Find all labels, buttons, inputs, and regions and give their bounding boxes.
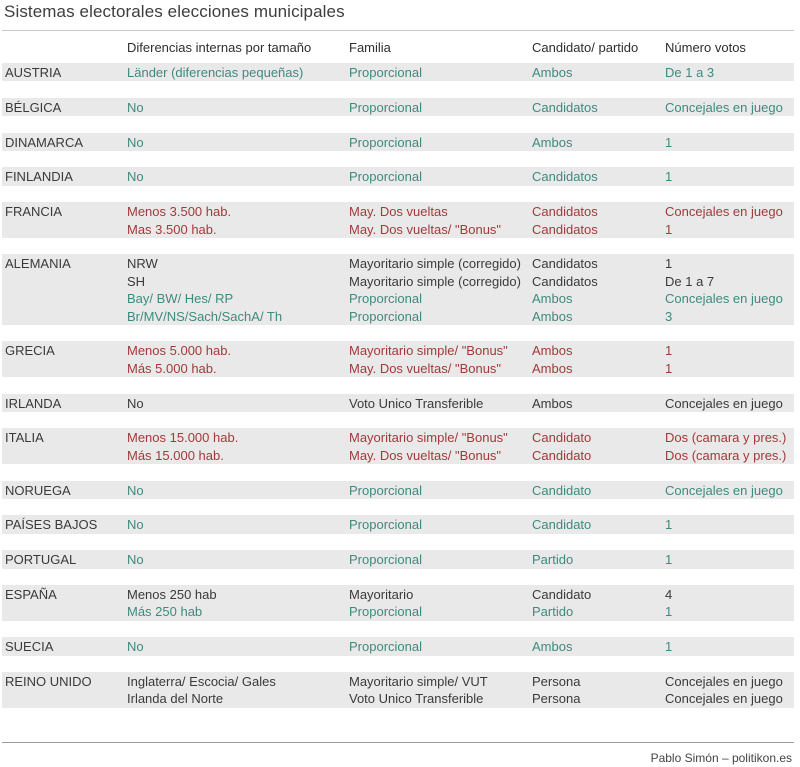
cell-size: No <box>127 395 144 411</box>
cell-votes: 3 <box>665 308 673 324</box>
cell-candidate: Candidatos <box>532 273 598 289</box>
cell-candidate: Candidatos <box>532 256 598 272</box>
country-label: GRECIA <box>5 343 55 359</box>
cell-family: May. Dos vueltas/ "Bonus" <box>349 221 502 237</box>
cell-size: Mas 3.500 hab. <box>127 221 217 237</box>
country-label: FRANCIA <box>5 204 63 220</box>
country-label: DINAMARCA <box>5 134 84 150</box>
country-label: ITALIA <box>5 430 44 446</box>
cell-candidate: Partido <box>532 552 574 568</box>
cell-family: Proporcional <box>349 65 422 80</box>
cell-candidate: Ambos <box>532 343 573 359</box>
cell-candidate: Ambos <box>532 360 573 376</box>
cell-family: Mayoritario simple/ VUT <box>349 674 488 689</box>
cell-votes: Concejales en juego <box>665 291 783 307</box>
cell-family: Mayoritario <box>349 587 414 602</box>
cell-size: No <box>127 482 144 498</box>
cell-votes: Dos (camara y pres.) <box>665 447 787 463</box>
country-label: ESPAÑA <box>5 587 57 602</box>
cell-candidate: Ambos <box>532 395 573 411</box>
cell-candidate: Candidatos <box>532 221 598 237</box>
cell-votes: 1 <box>665 639 673 655</box>
cell-family: Proporcional <box>349 99 422 115</box>
cell-family: Voto Unico Transferible <box>349 691 484 707</box>
cell-votes: 1 <box>665 256 673 272</box>
cell-family: Proporcional <box>349 134 422 150</box>
cell-size: Menos 3.500 hab. <box>127 204 232 220</box>
cell-size: Inglaterra/ Escocia/ Gales <box>127 674 276 689</box>
cell-size: No <box>127 99 144 115</box>
cell-family: Proporcional <box>349 169 422 185</box>
cell-candidate: Ambos <box>532 291 573 307</box>
cell-candidate: Candidato <box>532 430 592 446</box>
cell-size: NRW <box>127 256 158 272</box>
cell-votes: Dos (camara y pres.) <box>665 430 787 446</box>
cell-family: Mayoritario simple (corregido) <box>349 273 521 289</box>
cell-votes: 1 <box>665 221 673 237</box>
cell-size: No <box>127 552 144 568</box>
source-credit: Pablo Simón – politikon.es <box>650 751 792 765</box>
cell-size: Menos 5.000 hab. <box>127 343 232 359</box>
cell-family: Proporcional <box>349 291 422 307</box>
country-label: BÉLGICA <box>5 99 62 115</box>
cell-family: May. Dos vueltas <box>349 204 448 220</box>
country-label: PORTUGAL <box>5 552 77 568</box>
cell-candidate: Ambos <box>532 308 573 324</box>
cell-candidate: Ambos <box>532 134 573 150</box>
cell-candidate: Candidato <box>532 482 592 498</box>
cell-votes: Concejales en juego <box>665 395 783 411</box>
cell-family: Voto Unico Transferible <box>349 395 484 411</box>
cell-votes: Concejales en juego <box>665 691 783 707</box>
cell-size: Bay/ BW/ Hes/ RP <box>127 291 234 307</box>
column-header-votes: Número votos <box>665 40 746 55</box>
cell-size: No <box>127 169 144 185</box>
cell-candidate: Candidato <box>532 447 592 463</box>
country-label: IRLANDA <box>5 395 62 411</box>
cell-votes: 1 <box>665 604 673 620</box>
cell-size: Más 5.000 hab. <box>127 360 217 376</box>
cell-family: Proporcional <box>349 604 422 620</box>
column-header-family: Familia <box>349 40 391 55</box>
cell-size: Menos 250 hab <box>127 587 217 602</box>
cell-family: May. Dos vueltas/ "Bonus" <box>349 447 502 463</box>
cell-votes: 1 <box>665 169 673 185</box>
cell-candidate: Candidato <box>532 517 592 533</box>
footer-divider <box>2 742 794 743</box>
country-label: FINLANDIA <box>5 169 73 185</box>
cell-votes: Concejales en juego <box>665 482 783 498</box>
cell-family: Proporcional <box>349 308 422 324</box>
cell-family: Mayoritario simple (corregido) <box>349 256 521 272</box>
country-label: REINO UNIDO <box>5 674 92 689</box>
cell-size: Br/MV/NS/Sach/SachA/ Th <box>127 308 283 324</box>
country-label: PAÍSES BAJOS <box>5 517 98 533</box>
column-header-candidate: Candidato/ partido <box>532 40 639 55</box>
cell-size: SH <box>127 273 146 289</box>
cell-votes: 1 <box>665 134 673 150</box>
cell-family: May. Dos vueltas/ "Bonus" <box>349 360 502 376</box>
cell-size: Länder (diferencias pequeñas) <box>127 65 304 80</box>
cell-votes: Concejales en juego <box>665 674 783 689</box>
cell-candidate: Candidato <box>532 587 592 602</box>
cell-votes: 1 <box>665 517 673 533</box>
cell-family: Mayoritario simple/ "Bonus" <box>349 430 508 446</box>
cell-candidate: Partido <box>532 604 574 620</box>
column-header-size: Diferencias internas por tamaño <box>127 40 312 55</box>
cell-family: Mayoritario simple/ "Bonus" <box>349 343 508 359</box>
cell-candidate: Candidatos <box>532 169 598 185</box>
cell-size: No <box>127 134 144 150</box>
cell-size: No <box>127 517 144 533</box>
header-divider <box>2 30 794 31</box>
cell-votes: Concejales en juego <box>665 99 783 115</box>
cell-votes: Concejales en juego <box>665 204 783 220</box>
cell-votes: 1 <box>665 343 673 359</box>
page-title: Sistemas electorales elecciones municipales <box>4 2 345 21</box>
cell-family: Proporcional <box>349 482 422 498</box>
cell-size: No <box>127 639 144 655</box>
cell-candidate: Persona <box>532 674 581 689</box>
cell-votes: De 1 a 3 <box>665 65 715 80</box>
cell-family: Proporcional <box>349 517 422 533</box>
cell-candidate: Candidatos <box>532 204 598 220</box>
cell-votes: 1 <box>665 360 673 376</box>
cell-candidate: Ambos <box>532 65 573 80</box>
cell-votes: De 1 a 7 <box>665 273 715 289</box>
cell-size: Irlanda del Norte <box>127 691 224 707</box>
cell-votes: 1 <box>665 552 673 568</box>
cell-size: Más 250 hab <box>127 604 203 620</box>
cell-candidate: Candidatos <box>532 99 598 115</box>
cell-family: Proporcional <box>349 639 422 655</box>
country-label: AUSTRIA <box>5 65 62 80</box>
cell-size: Más 15.000 hab. <box>127 447 224 463</box>
country-label: NORUEGA <box>5 482 71 498</box>
cell-candidate: Persona <box>532 691 581 707</box>
country-label: SUECIA <box>5 639 54 655</box>
cell-votes: 4 <box>665 587 673 602</box>
cell-family: Proporcional <box>349 552 422 568</box>
cell-size: Menos 15.000 hab. <box>127 430 239 446</box>
country-label: ALEMANIA <box>5 256 71 272</box>
cell-candidate: Ambos <box>532 639 573 655</box>
